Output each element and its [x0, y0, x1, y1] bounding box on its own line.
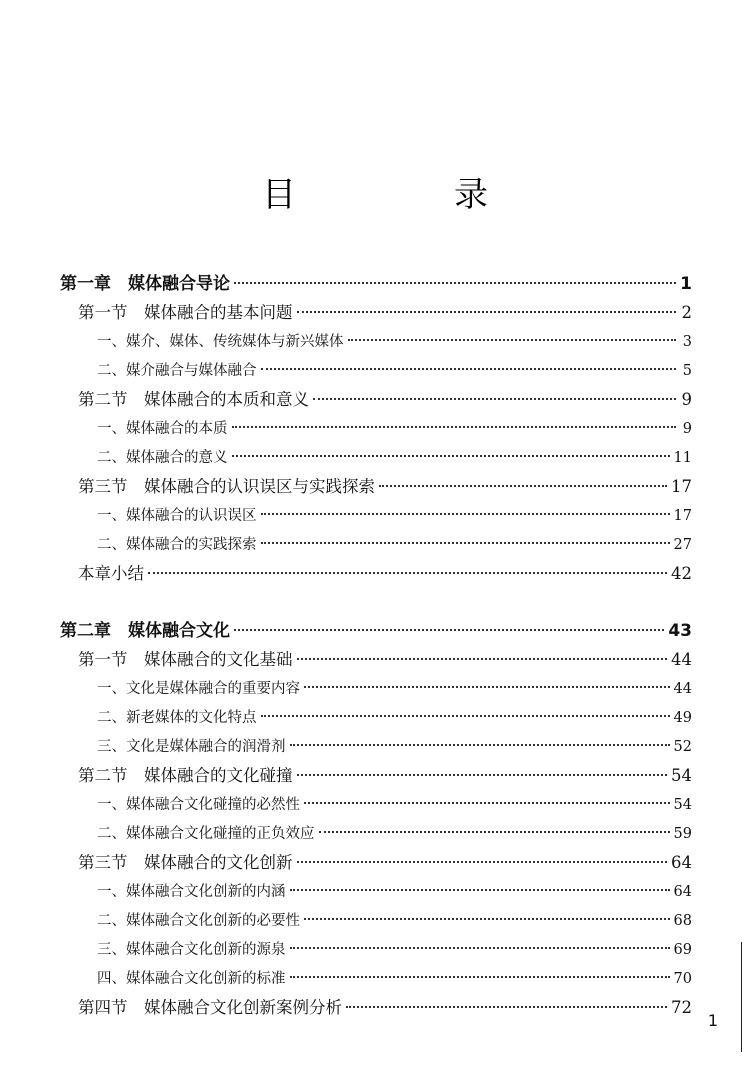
dot-leader	[261, 512, 670, 515]
dot-leader	[148, 571, 667, 574]
toc-entry-page: 44	[671, 650, 692, 669]
toc-entry-page: 9	[682, 421, 692, 437]
toc-entry-page: 70	[673, 971, 692, 987]
dot-leader	[304, 801, 670, 804]
toc-entry-label: 四、媒体融合文化创新的标准	[97, 971, 286, 987]
toc-entry-page: 3	[682, 334, 692, 350]
toc-entry-page: 49	[673, 710, 692, 726]
toc-entry[interactable]	[97, 907, 692, 935]
toc-entry[interactable]	[97, 415, 692, 443]
dot-leader	[290, 946, 670, 949]
toc-entry-page: 68	[673, 913, 692, 929]
dot-leader	[319, 830, 670, 833]
toc-entry-label: 本章小结	[78, 564, 144, 583]
toc-entry[interactable]	[78, 473, 692, 501]
toc-entry-label: 一、媒介、媒体、传统媒体与新兴媒体	[97, 334, 344, 350]
toc-entry-page: 52	[673, 739, 692, 755]
toc-entry-page: 64	[671, 853, 692, 872]
toc-entry[interactable]	[97, 704, 692, 732]
toc-entry-label: 第一节 媒体融合的文化基础	[78, 650, 293, 669]
toc-entry[interactable]	[97, 357, 692, 385]
toc-entry[interactable]	[60, 617, 692, 645]
toc-entry-label: 一、媒体融合的本质	[97, 421, 228, 437]
dot-leader	[313, 397, 676, 400]
toc-entry-page: 9	[681, 390, 692, 409]
toc-entry-label: 一、文化是媒体融合的重要内容	[97, 681, 300, 697]
toc-entry-label: 第四节 媒体融合文化创新案例分析	[78, 998, 342, 1017]
dot-leader	[290, 888, 670, 891]
toc-entry[interactable]	[78, 299, 692, 327]
dot-leader	[304, 917, 670, 920]
toc-entry-page: 27	[673, 537, 692, 553]
toc-entry-label: 第一章 媒体融合导论	[60, 274, 230, 294]
toc-entry[interactable]	[78, 994, 692, 1022]
toc-entry-label: 二、媒体融合文化创新的必要性	[97, 913, 300, 929]
toc-entry-label: 一、媒体融合文化碰撞的必然性	[97, 797, 300, 813]
margin-rule	[741, 942, 742, 1052]
toc-entry-page: 43	[668, 621, 692, 641]
dot-leader	[232, 454, 670, 457]
dot-leader	[348, 338, 677, 341]
toc-entry-page: 69	[673, 942, 692, 958]
toc-entry-label: 第二节 媒体融合的本质和意义	[78, 390, 309, 409]
toc-entry-page: 17	[671, 477, 692, 496]
toc-entry[interactable]	[97, 502, 692, 530]
dot-leader	[379, 484, 667, 487]
toc-entry[interactable]	[60, 270, 692, 298]
toc-entry-page: 54	[673, 797, 692, 813]
page-title: 目 录	[262, 175, 550, 215]
toc-entry[interactable]	[78, 762, 692, 790]
dot-leader	[234, 628, 664, 631]
dot-leader	[297, 860, 668, 863]
dot-leader	[290, 975, 670, 978]
toc-entry-page: 2	[681, 303, 692, 322]
toc-entry-label: 二、媒介融合与媒体融合	[97, 363, 257, 379]
toc-entry-label: 第二章 媒体融合文化	[60, 621, 230, 641]
toc-entry[interactable]	[78, 560, 692, 588]
toc-entry-label: 一、媒体融合的认识误区	[97, 508, 257, 524]
toc-entry[interactable]	[97, 878, 692, 906]
dot-leader	[232, 425, 677, 428]
toc-entry-page: 17	[673, 508, 692, 524]
dot-leader	[297, 657, 668, 660]
toc-entry-page: 54	[671, 766, 692, 785]
toc-entry-label: 第三节 媒体融合的文化创新	[78, 853, 293, 872]
dot-leader	[261, 714, 670, 717]
toc-entry[interactable]	[97, 936, 692, 964]
dot-leader	[290, 743, 670, 746]
toc-entry-label: 三、文化是媒体融合的润滑剂	[97, 739, 286, 755]
dot-leader	[261, 541, 670, 544]
toc-entry-page: 1	[680, 274, 692, 294]
toc-entry-page: 72	[671, 998, 692, 1017]
dot-leader	[297, 310, 677, 313]
toc-entry-page: 44	[673, 681, 692, 697]
toc-entry[interactable]	[97, 328, 692, 356]
toc-entry-label: 三、媒体融合文化创新的源泉	[97, 942, 286, 958]
toc-entry-label: 二、新老媒体的文化特点	[97, 710, 257, 726]
toc-entry[interactable]	[97, 820, 692, 848]
toc-entry[interactable]	[97, 965, 692, 993]
toc-entry-page: 64	[673, 884, 692, 900]
dot-leader	[297, 773, 668, 776]
toc-entry-page: 59	[673, 826, 692, 842]
dot-leader	[234, 281, 676, 284]
dot-leader	[304, 685, 670, 688]
toc-entry[interactable]	[78, 646, 692, 674]
toc-entry-page: 5	[682, 363, 692, 379]
dot-leader	[261, 367, 677, 370]
toc-entry[interactable]	[97, 733, 692, 761]
toc-entry[interactable]	[97, 444, 692, 472]
toc-entry[interactable]	[97, 531, 692, 559]
toc-entry-label: 二、媒体融合的意义	[97, 450, 228, 466]
toc-entry-label: 第三节 媒体融合的认识误区与实践探索	[78, 477, 375, 496]
toc-entry-label: 二、媒体融合的实践探索	[97, 537, 257, 553]
page-number: 1	[707, 1011, 718, 1030]
dot-leader	[346, 1005, 667, 1008]
toc-entry[interactable]	[78, 386, 692, 414]
toc-entry[interactable]	[97, 791, 692, 819]
toc-entry-label: 二、媒体融合文化碰撞的正负效应	[97, 826, 315, 842]
toc-entry-page: 42	[671, 564, 692, 583]
toc-entry[interactable]	[78, 849, 692, 877]
toc-entry-label: 一、媒体融合文化创新的内涵	[97, 884, 286, 900]
toc-entry-label: 第二节 媒体融合的文化碰撞	[78, 766, 293, 785]
toc-entry-label: 第一节 媒体融合的基本问题	[78, 303, 293, 322]
toc-entry-page: 11	[673, 450, 692, 466]
toc-entry[interactable]	[97, 675, 692, 703]
